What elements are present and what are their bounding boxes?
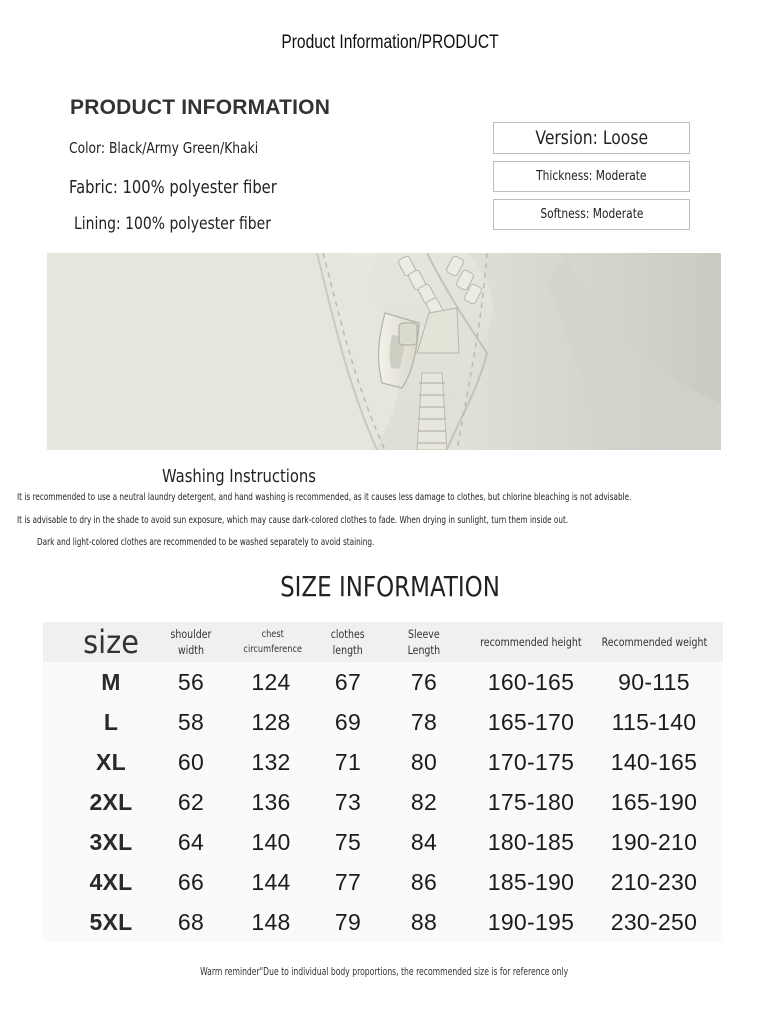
cell-chest-circumference: 148 bbox=[251, 908, 291, 935]
cell-shoulder-width: 60 bbox=[177, 748, 205, 775]
version-label: Version: Loose bbox=[535, 127, 648, 149]
table-row bbox=[43, 742, 723, 782]
cell-sleeve-length: 76 bbox=[410, 668, 438, 695]
zipper-closeup-image bbox=[47, 253, 721, 450]
cell-recommended-height: 175-180 bbox=[487, 788, 575, 815]
color-spec: Color: Black/Army Green/Khaki bbox=[69, 139, 259, 157]
cell-shoulder-width: 62 bbox=[177, 788, 205, 815]
header-recommended-height: recommended height bbox=[480, 635, 582, 649]
cell-size: M bbox=[101, 668, 121, 695]
cell-clothes-length: 67 bbox=[334, 668, 362, 695]
product-information-heading: PRODUCT INFORMATION bbox=[70, 96, 331, 119]
cell-recommended-height: 185-190 bbox=[487, 868, 575, 895]
cell-size: 4XL bbox=[89, 868, 133, 895]
fabric-spec: Fabric: 100% polyester fiber bbox=[69, 177, 277, 198]
cell-chest-circumference: 124 bbox=[251, 668, 291, 695]
cell-recommended-weight: 190-210 bbox=[610, 828, 698, 855]
cell-shoulder-width: 64 bbox=[177, 828, 205, 855]
cell-clothes-length: 71 bbox=[334, 748, 362, 775]
table-row bbox=[43, 662, 723, 702]
cell-size: 5XL bbox=[89, 908, 133, 935]
size-information-heading: SIZE INFORMATION bbox=[280, 570, 500, 603]
header-clothes-length: clothes length bbox=[331, 627, 365, 657]
cell-clothes-length: 75 bbox=[334, 828, 362, 855]
header-size: size bbox=[83, 623, 139, 661]
cell-size: XL bbox=[96, 748, 126, 775]
cell-sleeve-length: 88 bbox=[410, 908, 438, 935]
cell-chest-circumference: 144 bbox=[251, 868, 291, 895]
washing-instruction-line: It is advisable to dry in the shade to avoid sun exposure, which may cause dark-colored clothes to fade. When drying in sunlight, turn them inside out. bbox=[17, 515, 569, 526]
version-box bbox=[493, 122, 690, 154]
cell-clothes-length: 69 bbox=[334, 708, 362, 735]
cell-recommended-weight: 210-230 bbox=[610, 868, 698, 895]
cell-recommended-height: 180-185 bbox=[487, 828, 575, 855]
cell-clothes-length: 77 bbox=[334, 868, 362, 895]
cell-recommended-height: 170-175 bbox=[487, 748, 575, 775]
cell-size: 3XL bbox=[89, 828, 133, 855]
cell-recommended-height: 190-195 bbox=[487, 908, 575, 935]
size-table-body bbox=[43, 662, 723, 942]
header-sleeve-length: Sleeve Length bbox=[407, 627, 441, 657]
cell-sleeve-length: 86 bbox=[410, 868, 438, 895]
washing-instruction-line: It is recommended to use a neutral laundry detergent, and hand washing is recommended, as it causes less damage to clothes, but chlorine bleaching is not advisable. bbox=[17, 492, 632, 503]
cell-recommended-height: 160-165 bbox=[487, 668, 575, 695]
cell-size: L bbox=[103, 708, 119, 735]
cell-shoulder-width: 68 bbox=[177, 908, 205, 935]
cell-clothes-length: 73 bbox=[334, 788, 362, 815]
cell-shoulder-width: 56 bbox=[177, 668, 205, 695]
cell-recommended-weight: 90-115 bbox=[618, 668, 690, 695]
warm-reminder-note: Warm reminder"Due to individual body proportions, the recommended size is for reference only bbox=[199, 966, 569, 978]
table-row bbox=[43, 902, 723, 942]
table-row bbox=[43, 782, 723, 822]
washing-instructions-heading: Washing Instructions bbox=[162, 466, 316, 487]
cell-shoulder-width: 66 bbox=[177, 868, 205, 895]
cell-recommended-weight: 115-140 bbox=[611, 708, 697, 735]
table-row bbox=[43, 702, 723, 742]
size-table bbox=[43, 622, 723, 942]
table-row bbox=[43, 862, 723, 902]
lining-spec: Lining: 100% polyester fiber bbox=[74, 214, 271, 234]
thickness-label: Thickness: Moderate bbox=[536, 169, 647, 184]
cell-sleeve-length: 78 bbox=[410, 708, 438, 735]
header-shoulder-width: shoulder width bbox=[170, 627, 212, 657]
zipper-illustration bbox=[47, 253, 721, 450]
softness-label: Softness: Moderate bbox=[539, 207, 644, 222]
cell-chest-circumference: 132 bbox=[251, 748, 291, 775]
cell-recommended-weight: 140-165 bbox=[610, 748, 698, 775]
cell-recommended-weight: 165-190 bbox=[610, 788, 698, 815]
cell-sleeve-length: 84 bbox=[410, 828, 438, 855]
softness-box bbox=[493, 199, 690, 230]
cell-chest-circumference: 140 bbox=[251, 828, 291, 855]
cell-recommended-height: 165-170 bbox=[487, 708, 575, 735]
header-chest-circumference: chest circumference bbox=[243, 629, 303, 655]
thickness-box bbox=[493, 161, 690, 192]
cell-chest-circumference: 128 bbox=[251, 708, 291, 735]
cell-recommended-weight: 230-250 bbox=[610, 908, 698, 935]
cell-shoulder-width: 58 bbox=[177, 708, 205, 735]
size-table-header bbox=[43, 622, 723, 662]
cell-size: 2XL bbox=[89, 788, 133, 815]
cell-sleeve-length: 82 bbox=[410, 788, 438, 815]
cell-clothes-length: 79 bbox=[334, 908, 362, 935]
header-recommended-weight: Recommended weight bbox=[601, 635, 707, 649]
cell-chest-circumference: 136 bbox=[251, 788, 291, 815]
cell-sleeve-length: 80 bbox=[410, 748, 438, 775]
page-title: Product Information/PRODUCT bbox=[281, 32, 499, 53]
washing-instruction-line: Dark and light-colored clothes are recommended to be washed separately to avoid staining. bbox=[37, 537, 375, 548]
table-row bbox=[43, 822, 723, 862]
